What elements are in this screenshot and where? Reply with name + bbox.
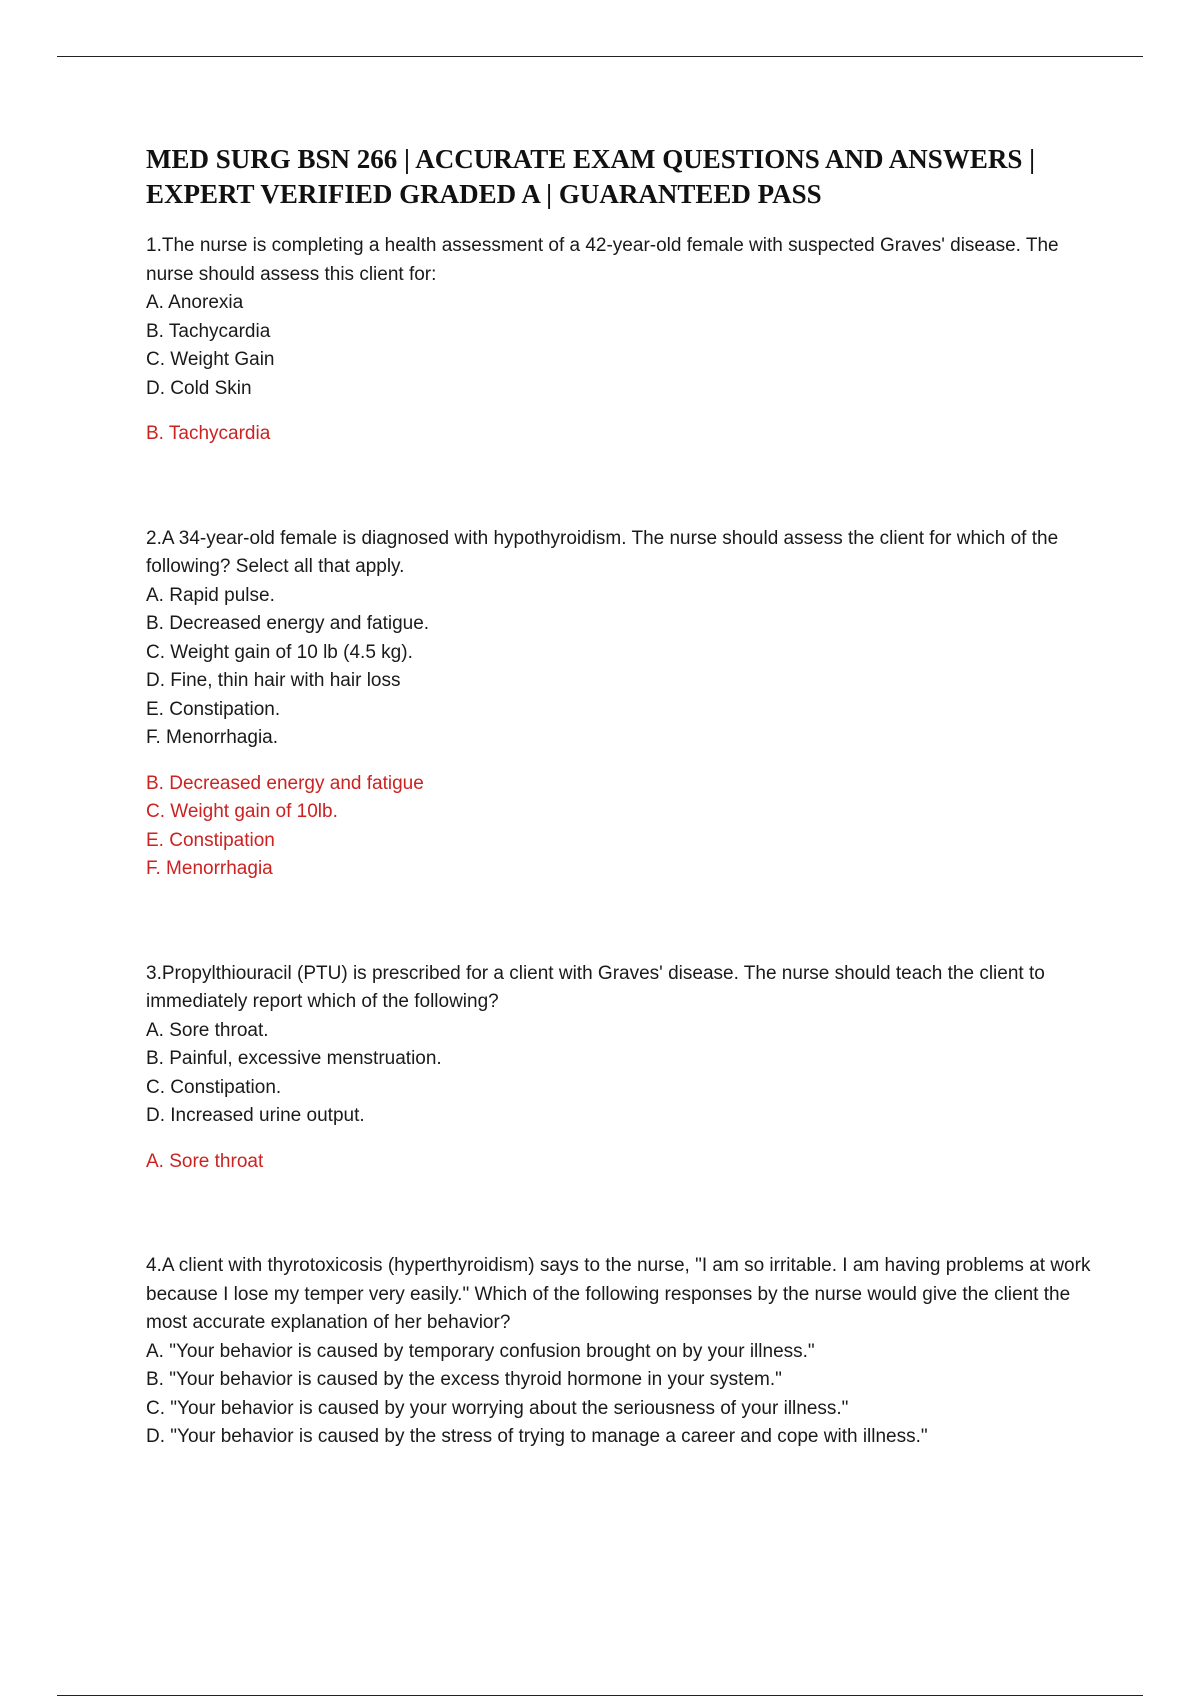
option-item: C. Weight Gain [146,349,275,370]
option-item: A. "Your behavior is caused by temporary confusion brought on by your illness." [146,1340,815,1362]
question-spacer [146,1176,1101,1252]
answer-list [146,770,1101,884]
option-item: F. Menorrhagia. [146,727,279,748]
answer-item: A. Sore throat [146,1150,264,1172]
option-item: D. Cold Skin [146,377,252,399]
option-item: B. "Your behavior is caused by the excess thyroid hormone in your system." [146,1369,782,1390]
bottom-rule [57,1695,1143,1696]
option-item: D. Increased urine output. [146,1105,365,1126]
question-1 [146,232,1101,449]
option-item: C. "Your behavior is caused by your worrying about the seriousness of your illness." [146,1397,849,1419]
option-list [146,289,1101,403]
option-item: A. Sore throat. [146,1019,269,1041]
option-list [146,1017,1101,1131]
question-text: 4.A client with thyrotoxicosis (hyperthyroidism) says to the nurse, "I am so irritable. I am having problems at work because I lose my temper very easily." Which of the following responses by the nurse would give the client the most accurate explanation of her behavior? [146,1255,1091,1333]
top-rule [57,56,1143,57]
document-title: MED SURG BSN 266 | ACCURATE EXAM QUESTIONS AND ANSWERS | EXPERT VERIFIED GRADED A | GUARANTEED PASS [146,144,1036,209]
answer-item: B. Decreased energy and fatigue [146,772,424,794]
answer-list [146,1148,1101,1177]
document-body [146,142,1101,1452]
option-item: C. Constipation. [146,1076,282,1098]
option-item: B. Decreased energy and fatigue. [146,613,430,634]
option-item: B. Tachycardia [146,320,271,342]
option-item: A. Rapid pulse. [146,584,275,606]
question-3 [146,960,1101,1177]
option-list [146,1338,1101,1452]
answer-list [146,420,1101,449]
question-spacer [146,449,1101,525]
question-text: 2.A 34-year-old female is diagnosed with hypothyroidism. The nurse should assess the client for which of the following? Select all that apply. [146,527,1059,577]
answer-item: B. Tachycardia [146,423,271,444]
question-text: 3.Propylthiouracil (PTU) is prescribed for a client with Graves' disease. The nurse should teach the client to immediately report which of the following? [146,962,1045,1012]
option-item: D. "Your behavior is caused by the stress of trying to manage a career and cope with illness." [146,1426,928,1447]
option-item: A. Anorexia [146,292,244,313]
question-spacer [146,884,1101,960]
option-item: C. Weight gain of 10 lb (4.5 kg). [146,641,413,663]
option-item: E. Constipation. [146,698,281,720]
option-item: B. Painful, excessive menstruation. [146,1048,442,1069]
option-list [146,582,1101,753]
question-2 [146,525,1101,884]
question-text: 1.The nurse is completing a health assessment of a 42-year-old female with suspected Graves' disease. The nurse should assess this client for: [146,235,1059,285]
option-item: D. Fine, thin hair with hair loss [146,670,401,691]
answer-item: E. Constipation [146,829,275,851]
question-4 [146,1252,1101,1452]
answer-item: F. Menorrhagia [146,858,273,879]
answer-item: C. Weight gain of 10lb. [146,801,338,822]
